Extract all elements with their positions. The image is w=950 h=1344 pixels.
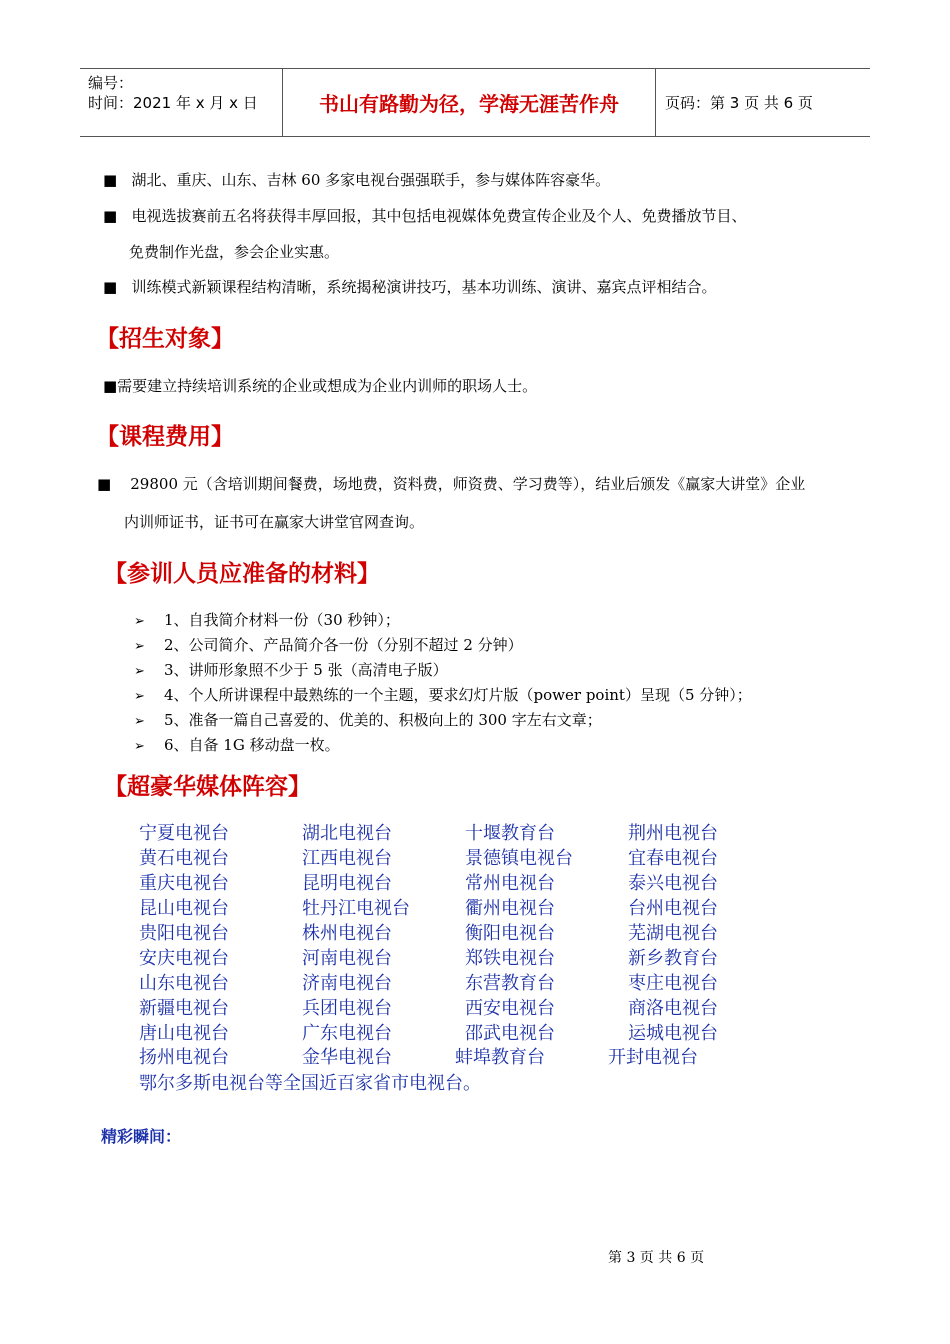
tv-station: 十堰教育台 <box>465 823 555 844</box>
fee-title: 【课程费用】 <box>96 424 234 450</box>
tv-station: 商洛电视台 <box>628 998 718 1019</box>
arrow-bullet-icon: ➢ <box>134 639 145 654</box>
tv-station: 昆明电视台 <box>302 873 392 894</box>
material-item: ➢ 1、自我简介材料一份（30 秒钟）； <box>134 610 400 632</box>
highlights-title: 精彩瞬间： <box>101 1127 182 1146</box>
tv-station: 湖北电视台 <box>302 823 392 844</box>
tv-station: 开封电视台 <box>608 1047 698 1068</box>
fee-line-1: ■ 29800 元（含培训期间餐费，场地费，资料费，师资费、学习费等），结业后颁发《赢家大讲堂》企业 <box>97 475 806 493</box>
tv-station: 山东电视台 <box>139 973 229 994</box>
tv-station: 衢州电视台 <box>465 898 555 919</box>
arrow-bullet-icon: ➢ <box>134 714 145 729</box>
tv-station: 唐山电视台 <box>139 1023 229 1044</box>
tv-station: 东营教育台 <box>465 973 555 994</box>
tv-station: 金华电视台 <box>302 1047 392 1068</box>
bullet-square-icon: ■ <box>103 278 118 296</box>
tv-station: 江西电视台 <box>302 848 392 869</box>
tv-station: 宁夏电视台 <box>139 823 229 844</box>
tv-station: 郑铁电视台 <box>465 948 555 969</box>
intro-bullet-2: ■ 电视选拔赛前五名将获得丰厚回报，其中包括电视媒体免费宣传企业及个人、免费播放节目、 <box>103 207 747 225</box>
page-header <box>80 68 870 137</box>
tv-station: 广东电视台 <box>302 1023 392 1044</box>
page-footer: 第 3 页 共 6 页 <box>608 1250 705 1266</box>
tv-station: 重庆电视台 <box>139 873 229 894</box>
tv-station: 运城电视台 <box>628 1023 718 1044</box>
bullet-square-icon: ■ <box>103 171 118 189</box>
bullet-square-icon: ■ <box>97 475 112 493</box>
tv-station: 扬州电视台 <box>139 1047 229 1068</box>
arrow-bullet-icon: ➢ <box>134 689 145 704</box>
time-label: 时间：2021 年 x 月 x 日 <box>88 94 258 112</box>
tv-station: 河南电视台 <box>302 948 392 969</box>
tv-station: 邵武电视台 <box>465 1023 555 1044</box>
arrow-bullet-icon: ➢ <box>134 664 145 679</box>
tv-station: 黄石电视台 <box>139 848 229 869</box>
tv-station: 芜湖电视台 <box>628 923 718 944</box>
tv-station: 新乡教育台 <box>628 948 718 969</box>
tv-station: 兵团电视台 <box>302 998 392 1019</box>
tv-station: 牡丹江电视台 <box>302 898 410 919</box>
intro-bullet-1: ■ 湖北、重庆、山东、吉林 60 多家电视台强强联手，参与媒体阵容豪华。 <box>103 171 611 189</box>
media-title: 【超豪华媒体阵容】 <box>104 774 311 800</box>
tv-station: 枣庄电视台 <box>628 973 718 994</box>
tv-station: 新疆电视台 <box>139 998 229 1019</box>
bullet-square-icon: ■ <box>103 207 118 225</box>
tv-station: 昆山电视台 <box>139 898 229 919</box>
media-closing: 鄂尔多斯电视台等全国近百家省市电视台。 <box>139 1073 481 1094</box>
intro-bullet-2-cont: 免费制作光盘，参会企业实惠。 <box>129 243 340 261</box>
tv-station: 宜春电视台 <box>628 848 718 869</box>
arrow-bullet-icon: ➢ <box>134 614 145 629</box>
enroll-text: ■需要建立持续培训系统的企业或想成为企业内训师的职场人士。 <box>103 377 538 395</box>
header-page-label: 页码：第 3 页 共 6 页 <box>665 94 813 112</box>
tv-station: 株州电视台 <box>302 923 392 944</box>
tv-station: 台州电视台 <box>628 898 718 919</box>
fee-line-2: 内训师证书，证书可在赢家大讲堂官网查询。 <box>124 513 425 531</box>
tv-station: 贵阳电视台 <box>139 923 229 944</box>
header-motto: 书山有路勤为径，学海无涯苦作舟 <box>282 69 656 136</box>
materials-title: 【参训人员应准备的材料】 <box>104 561 380 587</box>
tv-station: 泰兴电视台 <box>628 873 718 894</box>
material-item: ➢ 6、自备 1G 移动盘一枚。 <box>134 735 340 757</box>
tv-station: 西安电视台 <box>465 998 555 1019</box>
material-item: ➢ 2、公司简介、产品简介各一份（分别不超过 2 分钟） <box>134 635 523 657</box>
tv-station: 济南电视台 <box>302 973 392 994</box>
material-item: ➢ 4、个人所讲课程中最熟练的一个主题，要求幻灯片版（power point）呈现（5 分钟）； <box>134 685 752 707</box>
tv-station: 衡阳电视台 <box>465 923 555 944</box>
header-meta <box>80 69 282 136</box>
tv-station: 安庆电视台 <box>139 948 229 969</box>
material-item: ➢ 5、准备一篇自己喜爱的、优美的、积极向上的 300 字左右文章； <box>134 710 602 732</box>
tv-station: 蚌埠教育台 <box>455 1047 545 1068</box>
arrow-bullet-icon: ➢ <box>134 739 145 754</box>
number-label: 编号： <box>88 74 134 92</box>
intro-bullet-3: ■ 训练模式新颖课程结构清晰，系统揭秘演讲技巧，基本功训练、演讲、嘉宾点评相结合。 <box>103 278 717 296</box>
enroll-title: 【招生对象】 <box>96 326 234 352</box>
tv-station: 荆州电视台 <box>628 823 718 844</box>
material-item: ➢ 3、讲师形象照不少于 5 张（高清电子版） <box>134 660 448 682</box>
tv-station: 常州电视台 <box>465 873 555 894</box>
tv-station: 景德镇电视台 <box>465 848 573 869</box>
